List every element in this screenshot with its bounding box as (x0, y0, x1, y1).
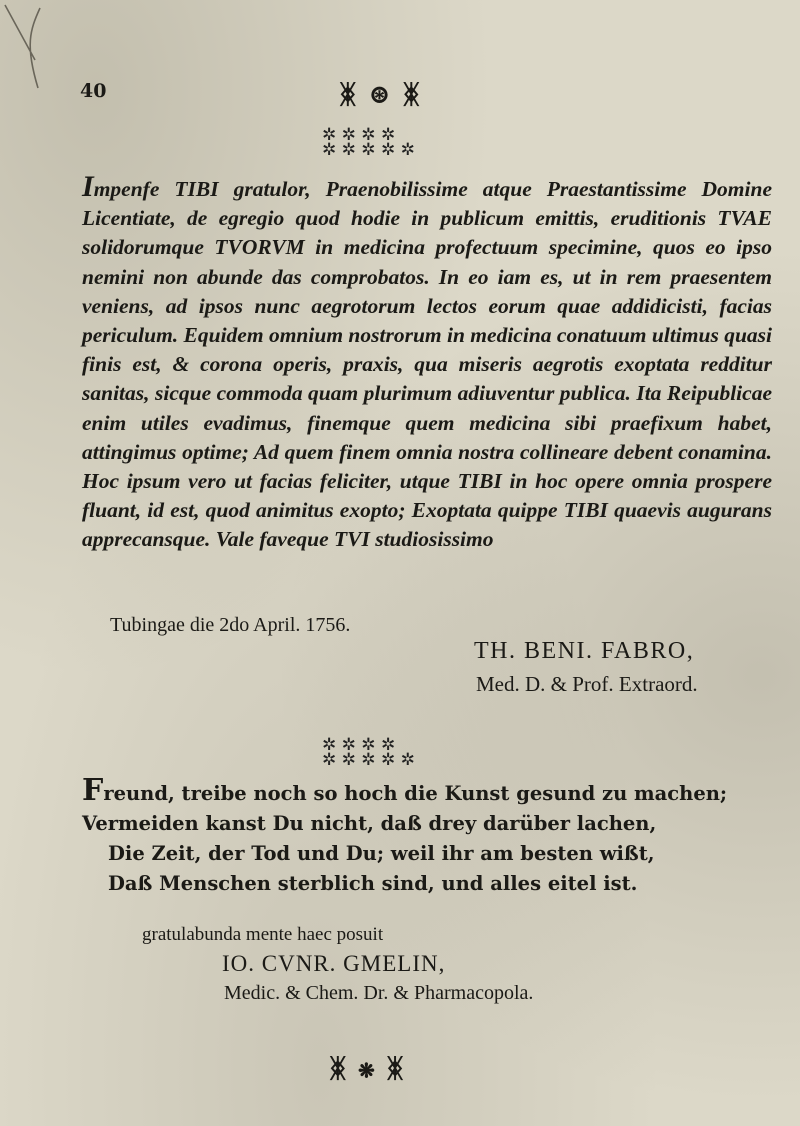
signature-gmelin-title: Medic. & Chem. Dr. & Pharmacopola. (224, 982, 534, 1004)
verse-line: Freund, treibe noch so hoch die Kunst gesund zu machen; (82, 773, 728, 808)
signature-fabro-name: TH. BENI. FABRO, (474, 638, 695, 664)
gratulation-line: gratulabunda mente haec posuit (142, 924, 384, 945)
latin-dedication (82, 172, 772, 555)
verse-line: Die Zeit, der Tod und Du; weil ihr am besten wißt, (108, 842, 655, 865)
asterism-row: ✲ ✲ ✲ ✲ ✲ (322, 140, 415, 160)
latin-initial: I (82, 170, 94, 203)
latin-body: mpenfe TIBI gratulor, Praenobilissime atque Praestantissime Domine Licentiate, de egregio quod hodie in publicum emittis, eruditionis TVAE solidorumque TVORVM in medicina profectuum specimine, quos eo ipso nemini non abunde das comprobatos. In eo iam es, ut in rem praesentem veniens, ad ipsos nunc aegrotorum lectos eorum quae addidicisti, facias periculum. Equidem omnium nostrorum in medicina conatuum ultimus quasi finis est, & corona operis, praxis, qua miseris aegrotis exoptata redditur sanitas, sicque commoda quam plurimum adiuventur publica. Ita Reipublicae enim utiles evadimus, finemque quem medicina sibi praefixum habet, attingimus optime; Ad quem finem omnia nostra collineare debent conamina. Hoc ipsum vero ut facias feliciter, utque TIBI in hoc opere omnia prospere fluant, id est, quod animitus exopto; Exoptata quippe TIBI quaevis augurans apprecansque. Vale faveque TVI studiosissimo (82, 177, 772, 552)
signature-fabro-title: Med. D. & Prof. Extraord. (476, 672, 698, 696)
pen-scribble-mark (0, 0, 60, 90)
verse-line: Vermeiden kanst Du nicht, daß drey darüber lachen, (82, 812, 657, 835)
german-initial: F (82, 773, 104, 808)
header-ornament: ᛤ ⊛ ᛤ (340, 80, 422, 110)
asterism-row: ✲ ✲ ✲ ✲ (322, 735, 396, 755)
dateline: Tubingae die 2do April. 1756. (110, 614, 351, 636)
footer-ornament: ᛤ ❋ ᛤ (330, 1054, 405, 1084)
asterism-top (322, 125, 415, 160)
asterism-middle (322, 735, 415, 770)
signature-gmelin-name: IO. CVNR. GMELIN, (222, 951, 446, 976)
asterism-row: ✲ ✲ ✲ ✲ (322, 125, 396, 145)
asterism-row: ✲ ✲ ✲ ✲ ✲ (322, 750, 415, 770)
german-verse (82, 773, 772, 899)
verse-line: Daß Menschen sterblich sind, und alles eitel ist. (108, 872, 638, 895)
page-number: 40 (80, 80, 107, 102)
